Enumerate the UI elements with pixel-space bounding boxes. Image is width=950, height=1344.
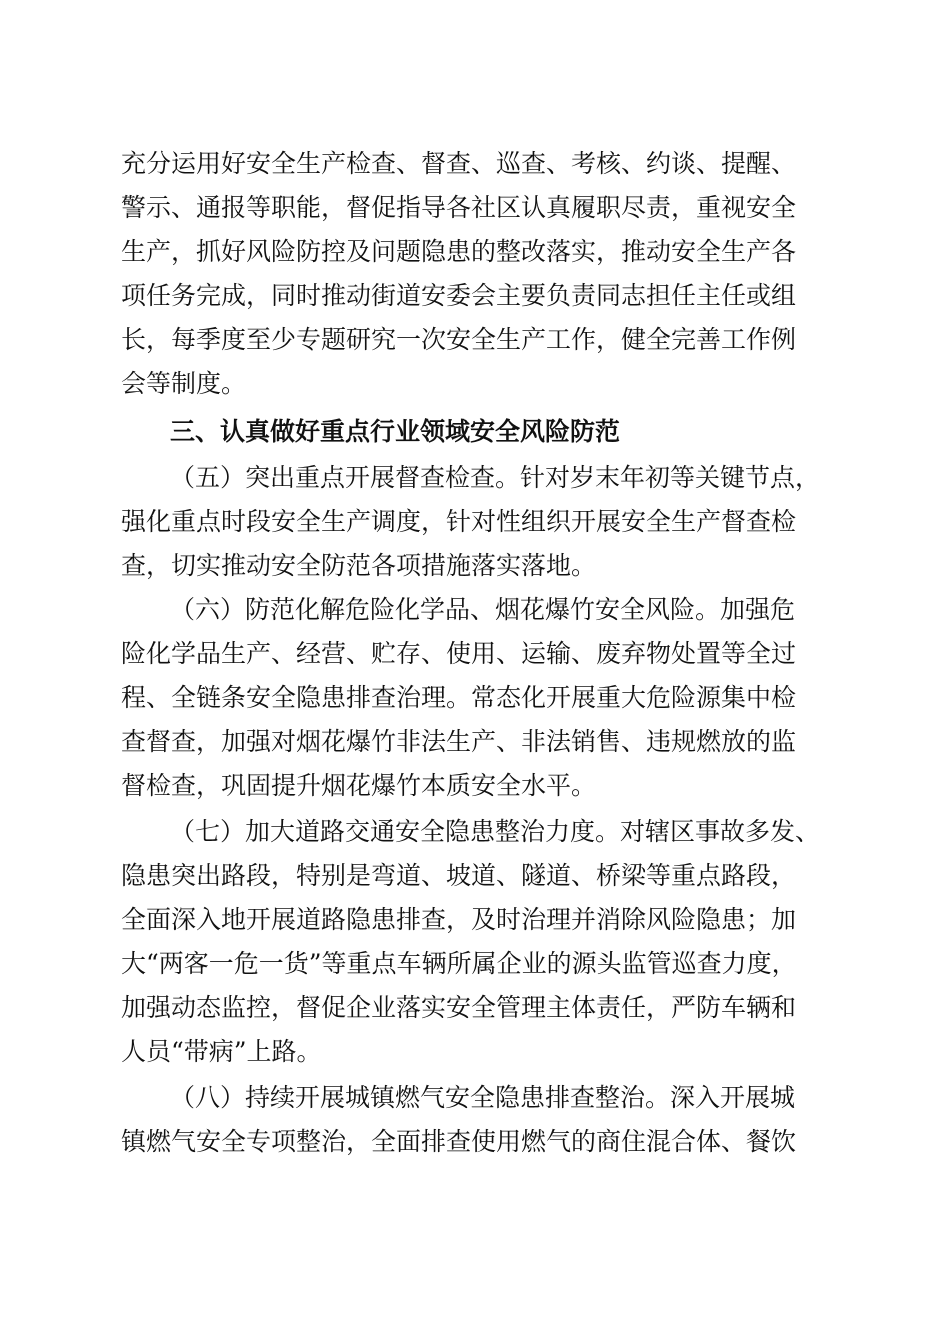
paragraph-first-line: （五）突出重点开展督查检查。针对岁末年初等关键节点， bbox=[170, 463, 821, 492]
body-text-line: 长，每季度至少专题研究一次安全生产工作，健全完善工作例 bbox=[121, 325, 797, 354]
paragraph-first-line: （八）持续开展城镇燃气安全隐患排查整治。深入开展城 bbox=[170, 1083, 796, 1112]
body-text-line: 查，切实推动安全防范各项措施落实落地。 bbox=[121, 551, 597, 580]
paragraph-first-line: （七）加大道路交通安全隐患整治力度。对辖区事故多发、 bbox=[170, 817, 821, 846]
body-text-line: 督检查，巩固提升烟花爆竹本质安全水平。 bbox=[121, 771, 597, 800]
body-text-line: 警示、通报等职能，督促指导各社区认真履职尽责，重视安全 bbox=[121, 193, 797, 222]
section-heading: 三、认真做好重点行业领域安全风险防范 bbox=[170, 417, 621, 446]
body-text-line: 生产，抓好风险防控及问题隐患的整改落实，推动安全生产各 bbox=[121, 237, 797, 266]
body-text-line: 全面深入地开展道路隐患排查，及时治理并消除风险隐患；加 bbox=[121, 905, 797, 934]
body-text-line: 项任务完成，同时推动街道安委会主要负责同志担任主任或组 bbox=[121, 281, 797, 310]
body-text-line: 险化学品生产、经营、贮存、使用、运输、废弃物处置等全过 bbox=[121, 639, 797, 668]
body-text-line: 查督查，加强对烟花爆竹非法生产、非法销售、违规燃放的监 bbox=[121, 727, 797, 756]
body-text-line: 人员“带病”上路。 bbox=[121, 1037, 322, 1066]
body-text-line: 加强动态监控，督促企业落实安全管理主体责任，严防车辆和 bbox=[121, 993, 797, 1022]
body-text-line: 镇燃气安全专项整治，全面排查使用燃气的商住混合体、餐饮 bbox=[121, 1127, 797, 1156]
body-text-line: 程、全链条安全隐患排查治理。常态化开展重大危险源集中检 bbox=[121, 683, 797, 712]
body-text-line: 充分运用好安全生产检查、督查、巡查、考核、约谈、提醒、 bbox=[121, 149, 797, 178]
body-text-line: 大“两客一危一货”等重点车辆所属企业的源头监管巡查力度， bbox=[121, 949, 797, 978]
body-text-line: 隐患突出路段，特别是弯道、坡道、隧道、桥梁等重点路段， bbox=[121, 861, 797, 890]
body-text-line: 强化重点时段安全生产调度，针对性组织开展安全生产督查检 bbox=[121, 507, 797, 536]
paragraph-first-line: （六）防范化解危险化学品、烟花爆竹安全风险。加强危 bbox=[170, 595, 796, 624]
body-text-line: 会等制度。 bbox=[121, 369, 247, 398]
